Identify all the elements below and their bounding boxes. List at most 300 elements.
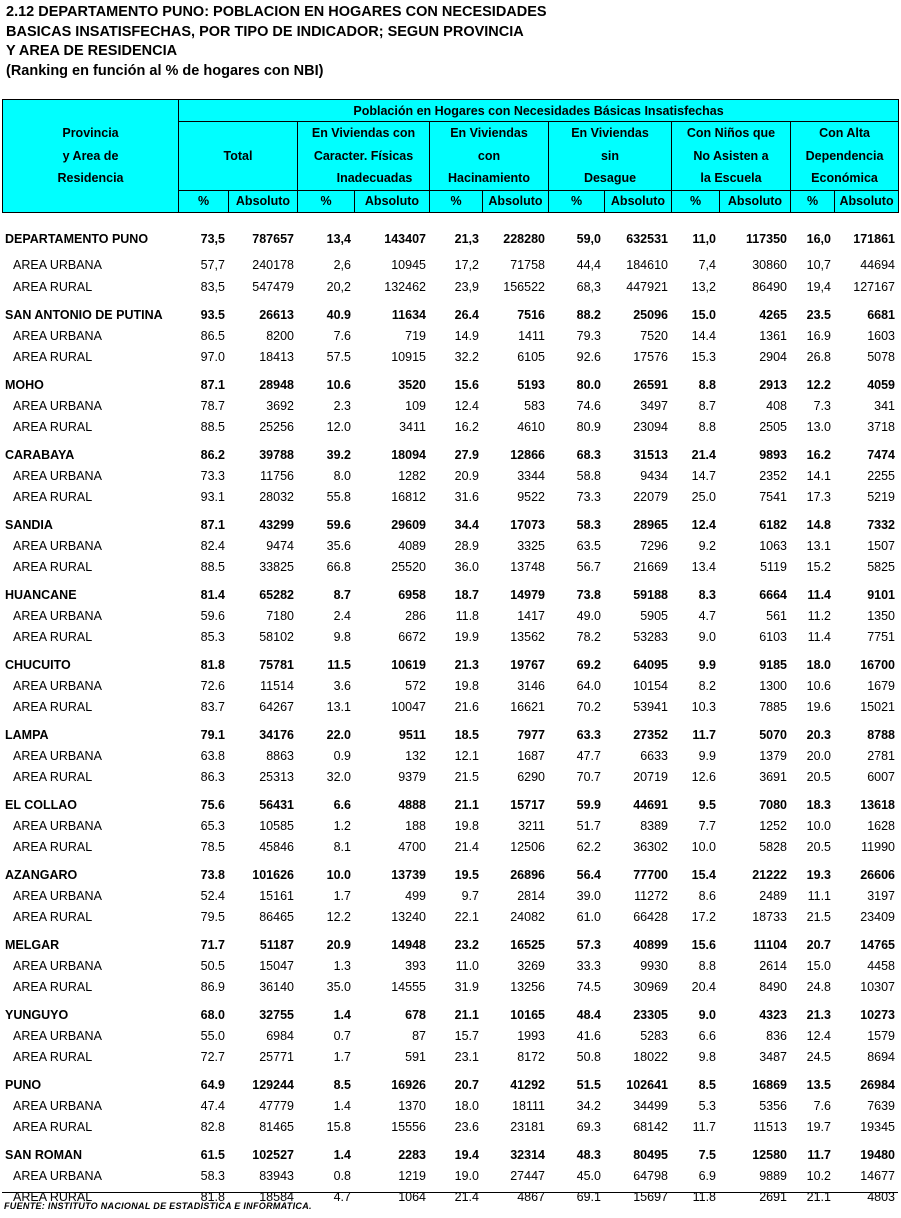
cell-value: 21.1 — [454, 1007, 479, 1022]
cell-value: 25256 — [259, 419, 294, 434]
cell-value: 64798 — [633, 1168, 668, 1183]
cell-value: 14979 — [510, 587, 545, 602]
cell-value: 9511 — [398, 727, 426, 742]
cell-value: 69.3 — [576, 1119, 601, 1134]
row-label: AREA URBANA — [13, 608, 102, 623]
cell-value: 72.6 — [200, 678, 225, 693]
table-row — [2, 254, 898, 276]
cell-value: 10047 — [391, 699, 426, 714]
cell-value: 26896 — [510, 867, 545, 882]
cell-value: 5905 — [640, 608, 668, 623]
cell-value: 15697 — [633, 1189, 668, 1204]
cell-value: 5193 — [517, 377, 545, 392]
cell-value: 68,3 — [576, 279, 601, 294]
cell-value: 80495 — [633, 1147, 668, 1162]
cell-value: 26613 — [259, 307, 294, 322]
cell-value: 10.3 — [691, 699, 716, 714]
cell-value: 6681 — [867, 307, 895, 322]
cell-value: 8.0 — [333, 468, 351, 483]
cell-value: 57.3 — [576, 937, 601, 952]
cell-value: 4610 — [517, 419, 545, 434]
cell-value: 34.2 — [576, 1098, 601, 1113]
cell-value: 15.8 — [326, 1119, 351, 1134]
cell-value: 21669 — [633, 559, 668, 574]
cell-value: 50.5 — [200, 958, 225, 973]
cell-value: 8863 — [266, 748, 294, 763]
table-row-total — [2, 934, 898, 955]
table-row-total — [2, 724, 898, 745]
cell-value: 19.8 — [454, 678, 479, 693]
cell-value: 5825 — [867, 559, 895, 574]
cell-value: 12.4 — [691, 517, 716, 532]
cell-value: 50.8 — [576, 1049, 601, 1064]
cell-value: 2691 — [759, 1189, 787, 1204]
cell-value: 12.2 — [326, 909, 351, 924]
cell-value: 36.0 — [454, 559, 479, 574]
cell-value: 228280 — [503, 232, 545, 246]
row-label: AREA RURAL — [13, 419, 93, 434]
cell-value: 13748 — [510, 559, 545, 574]
cell-value: 63.5 — [576, 538, 601, 553]
cell-value: 13618 — [860, 797, 895, 812]
cell-value: 8.7 — [698, 398, 716, 413]
row-label: AREA RURAL — [13, 979, 93, 994]
cell-value: 24.5 — [806, 1049, 831, 1064]
cell-value: 20719 — [633, 769, 668, 784]
cell-value: 1993 — [517, 1028, 545, 1043]
cell-value: 1252 — [759, 818, 787, 833]
cell-value: 1282 — [398, 468, 426, 483]
cell-value: 74.5 — [576, 979, 601, 994]
cell-value: 92.6 — [576, 349, 601, 364]
cell-value: 81.8 — [200, 1189, 225, 1204]
cell-value: 2913 — [759, 377, 787, 392]
cell-value: 28.9 — [454, 538, 479, 553]
cell-value: 3411 — [399, 419, 426, 434]
cell-value: 15021 — [860, 699, 895, 714]
cell-value: 12.4 — [806, 1028, 831, 1043]
cell-value: 35.6 — [326, 538, 351, 553]
title-line: 2.12 DEPARTAMENTO PUNO: POBLACION EN HOGARES CON NECESIDADES — [6, 4, 547, 20]
cell-value: 18733 — [752, 909, 787, 924]
cell-value: 19.3 — [806, 867, 831, 882]
cell-value: 39.2 — [326, 447, 351, 462]
cell-value: 8788 — [867, 727, 895, 742]
cell-value: 62.2 — [576, 839, 601, 854]
cell-value: 23,9 — [454, 279, 479, 294]
cell-value: 8389 — [640, 818, 668, 833]
table-row — [2, 395, 898, 416]
cell-value: 1064 — [398, 1189, 426, 1204]
cell-value: 20.7 — [454, 1077, 479, 1092]
cell-value: 19.8 — [454, 818, 479, 833]
col-header-pct: % — [179, 190, 229, 212]
col-header-abs: Absoluto — [835, 190, 899, 212]
cell-value: 55.8 — [326, 489, 351, 504]
cell-value: 4089 — [398, 538, 426, 553]
cell-value: 129244 — [252, 1077, 294, 1092]
cell-value: 59.6 — [200, 608, 225, 623]
cell-value: 85.3 — [200, 629, 225, 644]
cell-value: 1417 — [517, 608, 545, 623]
cell-value: 41.6 — [576, 1028, 601, 1043]
cell-value: 6958 — [398, 587, 426, 602]
cell-value: 10165 — [510, 1007, 545, 1022]
cell-value: 68142 — [633, 1119, 668, 1134]
cell-value: 73.8 — [576, 587, 601, 602]
group-header-hacinamiento: En Viviendas con Hacinamiento — [430, 122, 549, 191]
row-label: AREA URBANA — [13, 538, 102, 553]
table-row-total — [2, 584, 898, 605]
cell-value: 26.8 — [806, 349, 831, 364]
cell-value: 58102 — [259, 629, 294, 644]
row-label: AREA RURAL — [13, 769, 93, 784]
cell-value: 17.2 — [691, 909, 716, 924]
cell-value: 11104 — [753, 937, 787, 952]
row-label: LAMPA — [5, 727, 49, 742]
cell-value: 23094 — [633, 419, 668, 434]
cell-value: 7.6 — [333, 328, 351, 343]
cell-value: 65282 — [259, 587, 294, 602]
cell-value: 56.4 — [576, 867, 601, 882]
cell-value: 80.0 — [576, 377, 601, 392]
cell-value: 7520 — [640, 328, 668, 343]
cell-value: 21.6 — [454, 699, 479, 714]
cell-value: 2505 — [759, 419, 787, 434]
cell-value: 18094 — [391, 447, 426, 462]
cell-value: 82.8 — [200, 1119, 225, 1134]
cell-value: 156522 — [503, 279, 545, 294]
cell-value: 13562 — [510, 629, 545, 644]
cell-value: 8.3 — [698, 587, 716, 602]
cell-value: 8.5 — [333, 1077, 351, 1092]
cell-value: 6007 — [867, 769, 895, 784]
cell-value: 70.7 — [576, 769, 601, 784]
table-row-total — [2, 224, 898, 254]
cell-value: 408 — [766, 398, 787, 413]
cell-value: 5828 — [759, 839, 787, 854]
table-row — [2, 906, 898, 927]
group-header-desague: En Viviendas sin Desague — [549, 122, 672, 191]
row-label: AREA RURAL — [13, 1049, 93, 1064]
cell-value: 21.1 — [454, 797, 479, 812]
cell-value: 25520 — [391, 559, 426, 574]
row-label: AREA URBANA — [13, 468, 102, 483]
cell-value: 15.6 — [691, 937, 716, 952]
cell-value: 21,3 — [454, 232, 479, 246]
cell-value: 10.0 — [326, 867, 351, 882]
cell-value: 8.5 — [698, 1077, 716, 1092]
cell-value: 86.2 — [200, 447, 225, 462]
cell-value: 9.2 — [698, 538, 716, 553]
group-header-escuela: Con Niños que No Asisten a la Escuela — [672, 122, 791, 191]
row-label: CHUCUITO — [5, 657, 71, 672]
spacer-row — [2, 857, 898, 864]
row-label: AZANGARO — [5, 867, 78, 882]
cell-value: 4323 — [759, 1007, 787, 1022]
table-row — [2, 815, 898, 836]
cell-value: 719 — [405, 328, 426, 343]
cell-value: 8172 — [517, 1049, 545, 1064]
table-row — [2, 346, 898, 367]
cell-value: 4458 — [867, 958, 895, 973]
cell-value: 48.3 — [576, 1147, 601, 1162]
cell-value: 71.7 — [200, 937, 225, 952]
table-row — [2, 535, 898, 556]
cell-value: 12.4 — [454, 398, 479, 413]
cell-value: 572 — [405, 678, 426, 693]
row-label: AREA RURAL — [13, 1119, 93, 1134]
cell-value: 7751 — [867, 629, 895, 644]
cell-value: 9.9 — [698, 657, 716, 672]
cell-value: 78.2 — [576, 629, 601, 644]
cell-value: 47.4 — [200, 1098, 225, 1113]
cell-value: 49.0 — [576, 608, 601, 623]
row-label: AREA URBANA — [13, 398, 102, 413]
cell-value: 4803 — [867, 1189, 895, 1204]
cell-value: 5283 — [640, 1028, 668, 1043]
cell-value: 2614 — [759, 958, 787, 973]
cell-value: 6672 — [398, 629, 426, 644]
cell-value: 93.1 — [200, 489, 225, 504]
row-label: AREA URBANA — [13, 958, 102, 973]
cell-value: 102527 — [252, 1147, 294, 1162]
cell-value: 7332 — [867, 517, 895, 532]
cell-value: 23.5 — [806, 307, 831, 322]
cell-value: 15556 — [391, 1119, 426, 1134]
spacer-row — [2, 717, 898, 724]
cell-value: 171861 — [853, 232, 895, 246]
cell-value: 240178 — [252, 258, 294, 272]
cell-value: 2352 — [759, 468, 787, 483]
cell-value: 3325 — [517, 538, 545, 553]
cell-value: 64095 — [633, 657, 668, 672]
cell-value: 188 — [405, 818, 426, 833]
spacer-row — [2, 997, 898, 1004]
cell-value: 47779 — [259, 1098, 294, 1113]
cell-value: 10945 — [391, 258, 426, 272]
cell-value: 11272 — [634, 888, 668, 903]
table-body — [2, 224, 898, 1207]
cell-value: 14.8 — [806, 517, 831, 532]
cell-value: 20.5 — [806, 839, 831, 854]
cell-value: 7474 — [867, 447, 895, 462]
row-label: AREA URBANA — [13, 678, 102, 693]
cell-value: 78.5 — [200, 839, 225, 854]
cell-value: 6290 — [517, 769, 545, 784]
cell-value: 447921 — [626, 279, 668, 294]
cell-value: 25.0 — [691, 489, 716, 504]
cell-value: 30969 — [633, 979, 668, 994]
cell-value: 93.5 — [200, 307, 225, 322]
cell-value: 15717 — [510, 797, 545, 812]
cell-value: 51.7 — [576, 818, 601, 833]
cell-value: 7.3 — [813, 398, 831, 413]
col-header-abs: Absoluto — [720, 190, 791, 212]
cell-value: 77700 — [633, 867, 668, 882]
cell-value: 5.3 — [698, 1098, 716, 1113]
cell-value: 6.9 — [698, 1168, 716, 1183]
cell-value: 39.0 — [576, 888, 601, 903]
cell-value: 87.1 — [200, 517, 225, 532]
cell-value: 16700 — [860, 657, 895, 672]
spacer-row — [2, 297, 898, 304]
cell-value: 3211 — [518, 818, 545, 833]
table-row — [2, 675, 898, 696]
cell-value: 2,6 — [333, 258, 351, 272]
cell-value: 40899 — [633, 937, 668, 952]
cell-value: 9.0 — [698, 1007, 716, 1022]
table-row — [2, 1025, 898, 1046]
cell-value: 6.6 — [698, 1028, 716, 1043]
cell-value: 29609 — [391, 517, 426, 532]
cell-value: 13,2 — [691, 279, 716, 294]
cell-value: 75.6 — [200, 797, 225, 812]
cell-value: 14.1 — [806, 468, 831, 483]
cell-value: 15.4 — [691, 867, 716, 882]
cell-value: 59.9 — [576, 797, 601, 812]
cell-value: 7180 — [266, 608, 294, 623]
cell-value: 18.3 — [806, 797, 831, 812]
cell-value: 88.5 — [200, 559, 225, 574]
cell-value: 23305 — [633, 1007, 668, 1022]
cell-value: 1679 — [867, 678, 895, 693]
nbi-span-header: Población en Hogares con Necesidades Básicas Insatisfechas — [179, 100, 899, 122]
cell-value: 8.1 — [333, 839, 351, 854]
cell-value: 1.4 — [333, 1007, 351, 1022]
cell-value: 9889 — [759, 1168, 787, 1183]
cell-value: 28032 — [259, 489, 294, 504]
cell-value: 33825 — [259, 559, 294, 574]
group-header-total: Total — [179, 122, 298, 191]
row-label: AREA URBANA — [13, 1028, 102, 1043]
cell-value: 43299 — [259, 517, 294, 532]
cell-value: 7,4 — [698, 258, 716, 272]
cell-value: 59188 — [633, 587, 668, 602]
cell-value: 28948 — [259, 377, 294, 392]
col-header-pct: % — [549, 190, 605, 212]
cell-value: 6984 — [266, 1028, 294, 1043]
cell-value: 18.0 — [806, 657, 831, 672]
cell-value: 1219 — [398, 1168, 426, 1183]
cell-value: 14948 — [391, 937, 426, 952]
cell-value: 23181 — [510, 1119, 545, 1134]
table-row-total — [2, 1004, 898, 1025]
cell-value: 47.7 — [576, 748, 601, 763]
table-row-total — [2, 864, 898, 885]
row-label: AREA RURAL — [13, 909, 93, 924]
cell-value: 63.3 — [576, 727, 601, 742]
cell-value: 7639 — [867, 1098, 895, 1113]
cell-value: 0.7 — [333, 1028, 351, 1043]
cell-value: 8200 — [266, 328, 294, 343]
cell-value: 117350 — [745, 232, 787, 246]
cell-value: 9379 — [398, 769, 426, 784]
cell-value: 14.9 — [454, 328, 479, 343]
col-header-abs: Absoluto — [483, 190, 549, 212]
cell-value: 22.1 — [454, 909, 479, 924]
cell-value: 1628 — [867, 818, 895, 833]
table-row-total — [2, 304, 898, 325]
cell-value: 15.0 — [806, 958, 831, 973]
cell-value: 1379 — [759, 748, 787, 763]
row-label: AREA RURAL — [13, 489, 93, 504]
spacer-row — [2, 367, 898, 374]
cell-value: 32755 — [259, 1007, 294, 1022]
cell-value: 12.1 — [454, 748, 479, 763]
cell-value: 3146 — [517, 678, 545, 693]
cell-value: 35.0 — [326, 979, 351, 994]
source-note: FUENTE: INSTITUTO NACIONAL DE ESTADISTICA E INFORMATICA. — [4, 1201, 312, 1211]
spacer-row — [2, 1137, 898, 1144]
cell-value: 11.7 — [807, 1147, 831, 1162]
cell-value: 20,2 — [326, 279, 351, 294]
cell-value: 9434 — [640, 468, 668, 483]
cell-value: 79.1 — [200, 727, 225, 742]
cell-value: 8.6 — [698, 888, 716, 903]
cell-value: 53283 — [633, 629, 668, 644]
cell-value: 143407 — [384, 232, 426, 246]
row-label: AREA URBANA — [13, 258, 102, 272]
cell-value: 20.0 — [806, 748, 831, 763]
cell-value: 9.5 — [698, 797, 716, 812]
spacer-row — [2, 647, 898, 654]
title-line: BASICAS INSATISFECHAS, POR TIPO DE INDICADOR; SEGUN PROVINCIA — [6, 23, 524, 40]
cell-value: 17.3 — [806, 489, 831, 504]
cell-value: 16812 — [391, 489, 426, 504]
cell-value: 10915 — [391, 349, 426, 364]
row-label: PUNO — [5, 1077, 42, 1092]
cell-value: 11,0 — [692, 232, 716, 246]
cell-value: 15.7 — [454, 1028, 479, 1043]
row-label: AREA RURAL — [13, 559, 93, 574]
cell-value: 19345 — [860, 1119, 895, 1134]
row-label: YUNGUYO — [5, 1007, 69, 1022]
cell-value: 45.0 — [576, 1168, 601, 1183]
cell-value: 19.0 — [454, 1168, 479, 1183]
cell-value: 36140 — [259, 979, 294, 994]
cell-value: 13,4 — [326, 232, 351, 246]
cell-value: 11990 — [861, 839, 895, 854]
cell-value: 61.5 — [200, 1147, 225, 1162]
cell-value: 64.0 — [576, 678, 601, 693]
spacer-row — [2, 577, 898, 584]
row-label: AREA URBANA — [13, 888, 102, 903]
cell-value: 11.1 — [807, 888, 831, 903]
row-label: SAN ROMAN — [5, 1147, 83, 1162]
cell-value: 16.9 — [806, 328, 831, 343]
cell-value: 7541 — [759, 489, 787, 504]
cell-value: 66.8 — [326, 559, 351, 574]
cell-value: 14.4 — [691, 328, 716, 343]
cell-value: 9.0 — [698, 629, 716, 644]
cell-value: 79.3 — [576, 328, 601, 343]
cell-value: 11.4 — [807, 629, 831, 644]
spacer-row — [2, 507, 898, 514]
cell-value: 83,5 — [200, 279, 225, 294]
table-row-total — [2, 654, 898, 675]
cell-value: 561 — [766, 608, 787, 623]
row-label: AREA RURAL — [13, 349, 93, 364]
cell-value: 27352 — [633, 727, 668, 742]
cell-value: 12.0 — [326, 419, 351, 434]
table-row — [2, 325, 898, 346]
cell-value: 1411 — [518, 328, 545, 343]
stub-header: Provincia y Area de Residencia — [3, 100, 179, 213]
cell-value: 7885 — [759, 699, 787, 714]
cell-value: 21.5 — [806, 909, 831, 924]
cell-value: 9893 — [759, 447, 787, 462]
